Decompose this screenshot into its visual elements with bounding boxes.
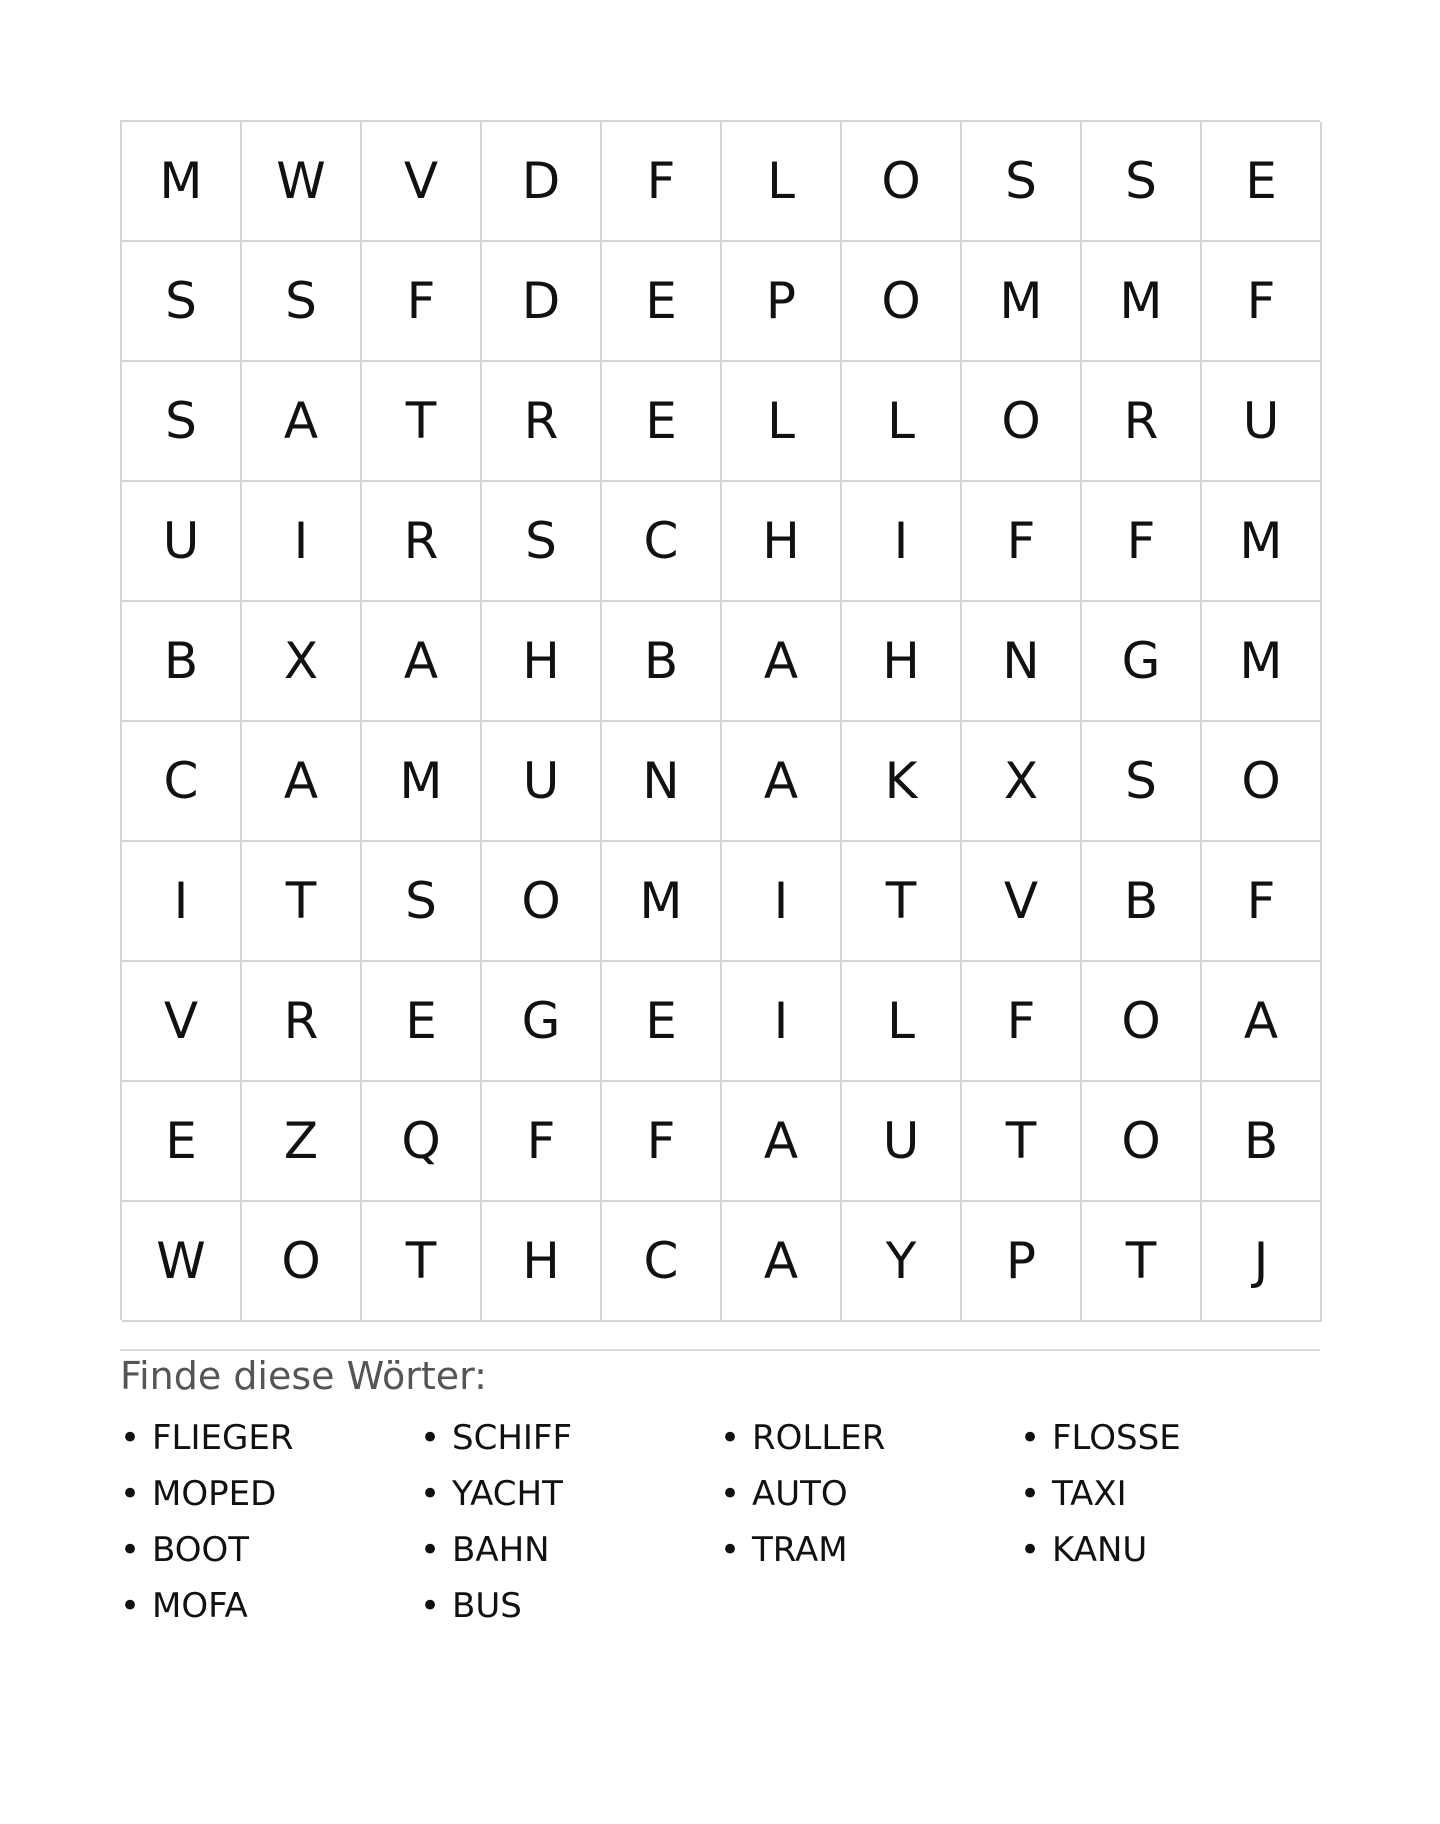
grid-cell[interactable]: E — [122, 1082, 242, 1202]
bullet-icon: • — [420, 1530, 441, 1570]
grid-cell[interactable]: R — [482, 362, 602, 482]
grid-cell[interactable]: X — [242, 602, 362, 722]
bullet-icon: • — [720, 1474, 741, 1514]
word-label: BOOT — [152, 1530, 250, 1570]
grid-cell[interactable]: E — [602, 242, 722, 362]
grid-cell[interactable]: F — [602, 1082, 722, 1202]
grid-cell[interactable]: M — [362, 722, 482, 842]
bullet-icon: • — [420, 1418, 441, 1458]
grid-cell[interactable]: Q — [362, 1082, 482, 1202]
grid-cell[interactable]: S — [362, 842, 482, 962]
grid-cell[interactable]: T — [362, 362, 482, 482]
grid-cell[interactable]: A — [242, 722, 362, 842]
grid-cell[interactable]: V — [362, 122, 482, 242]
word-label: TAXI — [1052, 1474, 1127, 1514]
grid-cell[interactable]: P — [962, 1202, 1082, 1322]
grid-cell[interactable]: I — [842, 482, 962, 602]
grid-cell[interactable]: L — [842, 362, 962, 482]
word-label: FLOSSE — [1052, 1418, 1181, 1458]
grid-cell[interactable]: U — [1202, 362, 1322, 482]
grid-cell[interactable]: N — [962, 602, 1082, 722]
word-list-item — [1020, 1410, 1320, 1466]
grid-cell[interactable]: M — [602, 842, 722, 962]
grid-cell[interactable]: D — [482, 122, 602, 242]
grid-cell[interactable]: J — [1202, 1202, 1322, 1322]
word-list-item — [120, 1578, 420, 1634]
grid-cell[interactable]: L — [842, 962, 962, 1082]
grid-cell[interactable]: B — [1202, 1082, 1322, 1202]
bullet-icon: • — [1020, 1474, 1041, 1514]
grid-cell[interactable]: H — [722, 482, 842, 602]
grid-cell[interactable]: S — [1082, 122, 1202, 242]
grid-cell[interactable]: O — [482, 842, 602, 962]
grid-cell[interactable]: T — [242, 842, 362, 962]
grid-cell[interactable]: I — [242, 482, 362, 602]
grid-cell[interactable]: T — [362, 1202, 482, 1322]
grid-cell[interactable]: C — [602, 482, 722, 602]
grid-cell[interactable]: O — [1082, 1082, 1202, 1202]
grid-cell[interactable]: E — [602, 362, 722, 482]
bullet-icon: • — [720, 1418, 741, 1458]
grid-cell[interactable]: F — [1082, 482, 1202, 602]
word-list-item — [420, 1522, 720, 1578]
grid-cell[interactable]: I — [722, 962, 842, 1082]
grid-cell[interactable]: B — [1082, 842, 1202, 962]
grid-cell[interactable]: R — [362, 482, 482, 602]
grid-cell[interactable]: Z — [242, 1082, 362, 1202]
grid-cell[interactable]: G — [482, 962, 602, 1082]
grid-cell[interactable]: A — [242, 362, 362, 482]
bullet-icon: • — [420, 1474, 441, 1514]
grid-cell[interactable]: O — [1202, 722, 1322, 842]
grid-cell[interactable]: L — [722, 122, 842, 242]
word-label: BUS — [452, 1586, 522, 1626]
grid-cell[interactable]: X — [962, 722, 1082, 842]
grid-cell[interactable]: B — [602, 602, 722, 722]
grid-cell[interactable]: H — [482, 1202, 602, 1322]
grid-cell[interactable]: W — [242, 122, 362, 242]
grid-cell[interactable]: S — [122, 362, 242, 482]
grid-cell[interactable]: C — [122, 722, 242, 842]
grid-cell[interactable]: A — [1202, 962, 1322, 1082]
word-list-item — [720, 1466, 1020, 1522]
grid-cell[interactable]: S — [1082, 722, 1202, 842]
grid-cell[interactable]: F — [962, 962, 1082, 1082]
grid-cell[interactable]: M — [1202, 482, 1322, 602]
grid-cell[interactable]: O — [1082, 962, 1202, 1082]
bullet-icon: • — [1020, 1418, 1041, 1458]
grid-cell[interactable]: O — [842, 122, 962, 242]
word-label: KANU — [1052, 1530, 1148, 1570]
word-list — [120, 1410, 1320, 1634]
grid-cell[interactable]: F — [362, 242, 482, 362]
grid-cell[interactable]: S — [122, 242, 242, 362]
word-label: YACHT — [452, 1474, 563, 1514]
grid-cell[interactable]: M — [1202, 602, 1322, 722]
bullet-icon: • — [720, 1530, 741, 1570]
grid-cell[interactable]: H — [482, 602, 602, 722]
grid-cell[interactable]: O — [962, 362, 1082, 482]
grid-cell[interactable]: E — [362, 962, 482, 1082]
grid-cell[interactable]: T — [842, 842, 962, 962]
word-list-item — [120, 1522, 420, 1578]
word-list-item — [720, 1410, 1020, 1466]
word-list-item — [120, 1410, 420, 1466]
word-label: MOPED — [152, 1474, 277, 1514]
grid-cell[interactable]: F — [602, 122, 722, 242]
word-label: AUTO — [752, 1474, 848, 1514]
grid-cell[interactable]: F — [482, 1082, 602, 1202]
word-list-item — [420, 1466, 720, 1522]
word-list-item — [1020, 1466, 1320, 1522]
grid-cell[interactable]: C — [602, 1202, 722, 1322]
grid-cell[interactable]: G — [1082, 602, 1202, 722]
word-list-item — [1020, 1522, 1320, 1578]
word-search-grid — [120, 120, 1320, 1320]
grid-cell[interactable]: T — [962, 1082, 1082, 1202]
grid-cell[interactable]: M — [962, 242, 1082, 362]
grid-cell[interactable]: S — [482, 482, 602, 602]
grid-cell[interactable]: O — [242, 1202, 362, 1322]
grid-cell[interactable]: A — [362, 602, 482, 722]
word-list-item — [120, 1466, 420, 1522]
grid-cell[interactable]: R — [242, 962, 362, 1082]
bullet-icon: • — [120, 1586, 141, 1626]
grid-cell[interactable]: W — [122, 1202, 242, 1322]
word-label: TRAM — [752, 1530, 848, 1570]
word-label: SCHIFF — [452, 1418, 573, 1458]
bullet-icon: • — [120, 1418, 141, 1458]
grid-cell[interactable]: V — [962, 842, 1082, 962]
grid-cell[interactable]: U — [122, 482, 242, 602]
word-label: ROLLER — [752, 1418, 886, 1458]
word-label: BAHN — [452, 1530, 550, 1570]
grid-cell[interactable]: A — [722, 722, 842, 842]
word-list-heading: Finde diese Wörter: — [120, 1354, 487, 1398]
grid-cell[interactable]: M — [122, 122, 242, 242]
grid-cell[interactable]: E — [1202, 122, 1322, 242]
word-list-item — [720, 1522, 1020, 1578]
grid-cell[interactable]: L — [722, 362, 842, 482]
word-list-item — [420, 1578, 720, 1634]
grid-cell[interactable]: I — [722, 842, 842, 962]
grid-cell[interactable]: A — [722, 602, 842, 722]
bullet-icon: • — [120, 1530, 141, 1570]
grid-cell[interactable]: S — [242, 242, 362, 362]
grid-cell[interactable]: U — [842, 1082, 962, 1202]
grid-cell[interactable]: A — [722, 1082, 842, 1202]
grid-cell[interactable]: F — [1202, 842, 1322, 962]
grid-cell[interactable]: I — [122, 842, 242, 962]
grid-cell[interactable]: M — [1082, 242, 1202, 362]
bullet-icon: • — [420, 1586, 441, 1626]
grid-cell[interactable]: N — [602, 722, 722, 842]
grid-cell[interactable]: F — [962, 482, 1082, 602]
grid-cell[interactable]: R — [1082, 362, 1202, 482]
grid-cell[interactable]: K — [842, 722, 962, 842]
grid-cell[interactable]: H — [842, 602, 962, 722]
grid-cell[interactable]: B — [122, 602, 242, 722]
grid-cell[interactable]: U — [482, 722, 602, 842]
bullet-icon: • — [120, 1474, 141, 1514]
word-label: MOFA — [152, 1586, 248, 1626]
grid-cell[interactable]: D — [482, 242, 602, 362]
grid-cell[interactable]: T — [1082, 1202, 1202, 1322]
grid-cell[interactable]: Y — [842, 1202, 962, 1322]
grid-cell[interactable]: O — [842, 242, 962, 362]
grid-cell[interactable]: V — [122, 962, 242, 1082]
word-list-item — [420, 1410, 720, 1466]
divider — [120, 1349, 1320, 1351]
grid-cell[interactable]: F — [1202, 242, 1322, 362]
grid-cell[interactable]: S — [962, 122, 1082, 242]
bullet-icon: • — [1020, 1530, 1041, 1570]
word-label: FLIEGER — [152, 1418, 294, 1458]
grid-cell[interactable]: A — [722, 1202, 842, 1322]
grid-cell[interactable]: P — [722, 242, 842, 362]
grid-cell[interactable]: E — [602, 962, 722, 1082]
